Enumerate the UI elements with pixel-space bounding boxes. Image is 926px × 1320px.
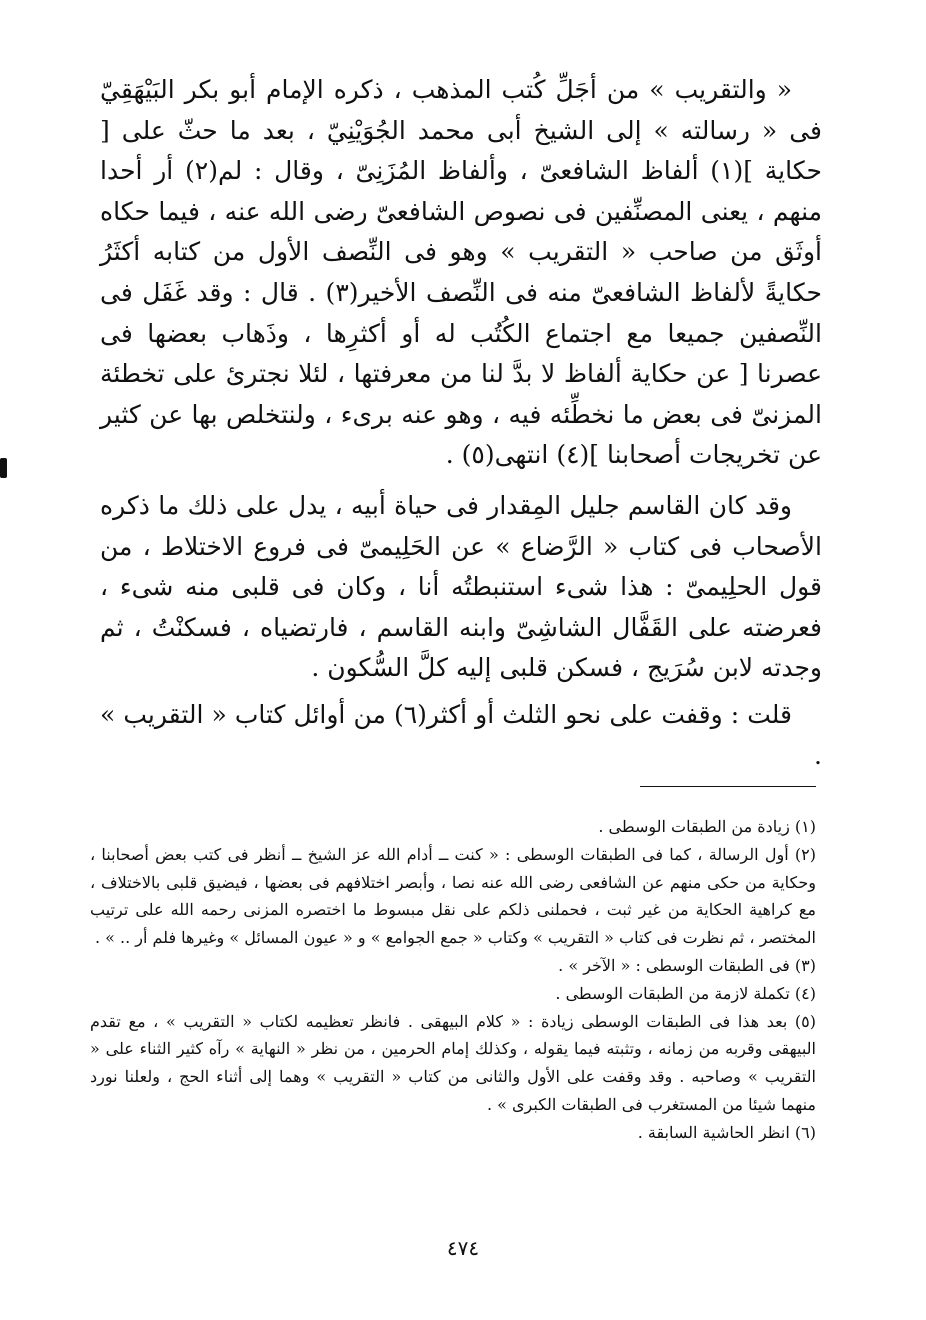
margin-mark (0, 458, 7, 478)
footnotes (90, 813, 816, 1147)
paragraph-2: وقد كان القاسم جليل المِقدار فى حياة أبيه ، يدل على ذلك ما ذكره الأصحاب فى كتاب « الرَّضاع » عن الحَلِيمىّ فى فروع الاختلاط ، من قول الحلِيمىّ : هذا شىء استنبطتُه أنا ، وكان فى قلبى منه شىء ، فعرضته على القَفَّال الشاشِىّ وابنه القاسم ، فارتضياه ، فسكنْتُ ، ثم وجدته لابن سُرَيج ، فسكن قلبى إليه كلَّ السُّكون . (100, 490, 822, 683)
main-text (100, 70, 822, 776)
paragraph-qult: قلت : وقفت على نحو الثلث أو أكثر(٦) من أوائل كتاب « التقريب » . (100, 699, 822, 770)
page-number: ٤٧٤ (446, 1236, 480, 1260)
footnote-1: (١) زيادة من الطبقات الوسطى . (598, 817, 816, 836)
footnote-separator (640, 786, 816, 787)
footnote-4: (٤) تكملة لازمة من الطبقات الوسطى . (555, 983, 816, 1003)
footnote-2: (٢) أول الرسالة ، كما فى الطبقات الوسطى : « كنت ــ أدام الله عز الشيخ ــ أنظر فى كتب بعض أصحابنا ، وحكاية من حكى منهم عن الشافعى رضى الله عنه نصا ، وأبصر اختلافهم فى بعضها ، فيضيق قلبى بالاختلاف ، مع كراهية الحكاية من غير ثبت ، فحملنى ذلكم على نقل مبسوط ما اختصره المزنى رحمه الله على ترتيب المختصر ، ثم نظرت فى كتاب « التقريب » وكتاب « جمع الجوامع » و « عيون المسائل » وغيرها فلم أر .. » . (90, 844, 817, 948)
footnote-3: (٣) فى الطبقات الوسطى : « الآخر » . (558, 955, 816, 975)
footnote-5: (٥) بعد هذا فى الطبقات الوسطى زيادة : « كلام البيهقى . فانظر تعظيمه لكتاب « التقريب » ، مع تقدم البيهقى وقربه من زمانه ، وتثبته فيما يقوله ، وكذلك إمام الحرمين ، من نظر « النهاية » رآه كثير الثناء على « التقريب » وصاحبه . وقد وقفت على الأول والثانى من كتاب « التقريب » وهما إلى أثناء الحج ، ولعلنا نورد منهما شيئا من المستغرب فى الطبقات الكبرى » . (90, 1011, 817, 1114)
footnote-6: (٦) انظر الحاشية السابقة . (637, 1122, 816, 1142)
paragraph-1: « والتقريب » من أجَلِّ كُتب المذهب ، ذكره الإمام أبو بكر البَيْهَقِيّ فى « رسالته » إلى الشيخ أبى محمد الجُوَيْنِيّ ، بعد ما حثّ على [ حكاية ](١) ألفاظ الشافعىّ ، وألفاظ المُزَنِىّ ، وقال : لم(٢) أر أحدا منهم ، يعنى المصنِّفين فى نصوص الشافعىّ رضى الله عنه ، فيما حكاه أوثَق من صاحب « التقريب » وهو فى النِّصف الأول من كتابه أكثَرُ حكايةً لألفاظ الشافعىّ منه فى النِّصف الأخير(٣) . قال : وقد غَفَل فى النِّصفين جميعا مع اجتماع الكُتُب له أو أكثرِها ، وذَهاب بعضها فى عصرنا [ عن حكاية ألفاظ لا بدَّ لنا من معرفتها ، لئلا نجترئ على تخطئة المزنىّ فى بعض ما نخطِّئه فيه ، وهو عنه برىء ، ولنتخلص بها عن كثير عن تخريجات أصحابنا ](٤) انتهى(٥) . (100, 75, 822, 470)
